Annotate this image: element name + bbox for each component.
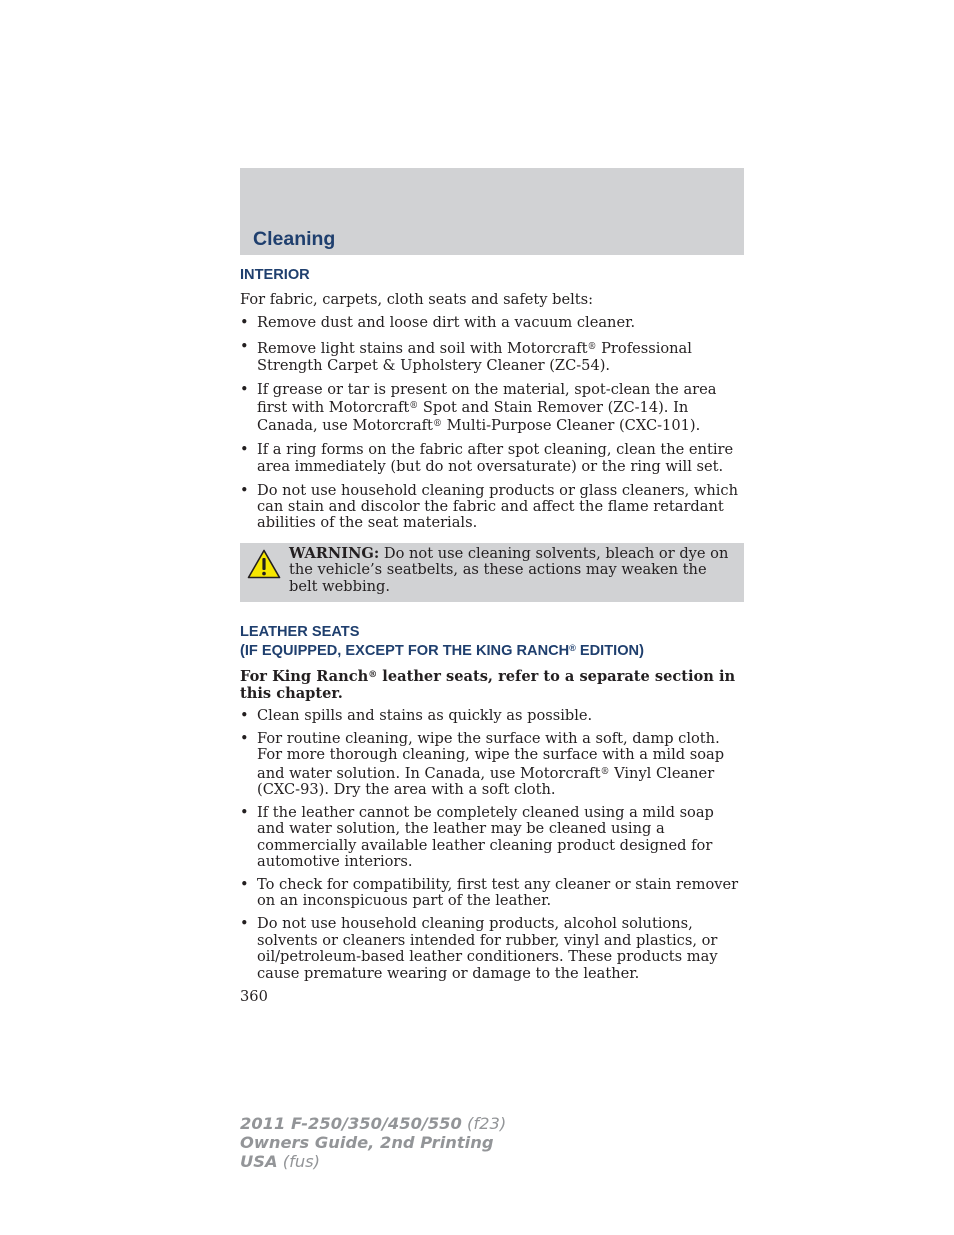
registered-mark: ® xyxy=(409,401,419,412)
list-item-text: If a ring forms on the fabric after spot cleaning, clean the entire area immediately (but do not oversaturate) or the ring will set. xyxy=(257,441,734,475)
leather-heading-line2a: (IF EQUIPPED, EXCEPT FOR THE KING RANCH xyxy=(240,643,570,660)
list-item-text: Remove dust and loose dirt with a vacuum cleaner. xyxy=(257,314,636,332)
document-footer xyxy=(240,1114,506,1171)
footer-model: 2011 F-250/350/450/550 xyxy=(240,1114,462,1133)
list-item-text: Do not use household cleaning products, alcohol solutions, solvents or cleaners intended for rubber, vinyl and plastics, or oil/petroleum-based leather conditioners. These products may cause premature wearing or damage to the leather. xyxy=(257,915,718,982)
footer-model-code: (f23) xyxy=(461,1114,507,1133)
list-item xyxy=(240,916,744,982)
list-item-text: For routine cleaning, wipe the surface with a soft, damp cloth. For more thorough cleaning, wipe the surface with a mild soap and water solution. In Canada, use Motorcraft® Vinyl Cleaner (CXC-93). Dry the area with a soft cloth. xyxy=(257,729,725,799)
interior-intro: For fabric, carpets, cloth seats and safety belts: xyxy=(240,291,594,308)
bullet-icon: • xyxy=(240,915,249,933)
list-item xyxy=(240,483,744,532)
warning-triangle-icon xyxy=(247,549,281,579)
interior-heading: INTERIOR xyxy=(240,267,310,283)
page-number: 360 xyxy=(240,987,268,1005)
footer-line-3 xyxy=(240,1152,506,1171)
bullet-icon: • xyxy=(240,481,249,499)
king-ranch-note: For King Ranch® leather seats, refer to a separate section in this chapter. xyxy=(240,668,736,702)
footer-market: USA xyxy=(240,1152,278,1171)
warning-label: WARNING: xyxy=(289,544,380,562)
leather-bullet-list xyxy=(240,708,744,982)
interior-bullet-list xyxy=(240,315,744,531)
bullet-icon: • xyxy=(240,314,249,332)
list-item xyxy=(240,339,744,374)
leather-heading-line2b: EDITION) xyxy=(575,643,644,660)
section-title: Cleaning xyxy=(253,228,336,250)
list-item xyxy=(240,731,744,799)
list-item xyxy=(240,315,744,331)
list-item xyxy=(240,442,744,475)
list-item xyxy=(240,877,744,910)
registered-mark: ® xyxy=(368,670,378,681)
list-item xyxy=(240,708,744,724)
list-item xyxy=(240,805,744,871)
list-item-text: To check for compatibility, first test any cleaner or stain remover on an inconspicuous part of the leather. xyxy=(257,876,739,910)
footer-line-1 xyxy=(240,1114,506,1133)
bullet-icon: • xyxy=(240,803,249,821)
list-item-text: Clean spills and stains as quickly as possible. xyxy=(257,706,593,724)
list-item-text: If grease or tar is present on the material, spot-clean the area first with Motorcraft® Spot and Stain Remover (ZC-14). In Canada, use Motorcraft® Multi-Purpose Cleaner (CXC-101). xyxy=(257,380,717,435)
leather-heading-line1: LEATHER SEATS xyxy=(240,624,360,641)
page-content xyxy=(240,267,744,1005)
bullet-icon: • xyxy=(240,380,249,398)
list-item-text: If the leather cannot be completely cleaned using a mild soap and water solution, the leather may be cleaned using a commercially available leather cleaning product designed for automotive interiors. xyxy=(257,803,714,871)
list-item xyxy=(240,382,744,435)
registered-mark: ® xyxy=(569,643,576,654)
bullet-icon: • xyxy=(240,706,249,724)
bullet-icon: • xyxy=(240,441,249,459)
warning-box xyxy=(240,543,744,602)
bullet-icon: • xyxy=(240,876,249,894)
list-item-text: Do not use household cleaning products or glass cleaners, which can stain and discolor the fabric and affect the flame retardant abilities of the seat materials. xyxy=(257,481,738,532)
registered-mark: ® xyxy=(600,766,610,777)
registered-mark: ® xyxy=(432,419,442,430)
section-header-band xyxy=(240,168,744,255)
leather-seats-heading xyxy=(240,624,744,659)
warning-text: Do not use cleaning solvents, bleach or dye on the vehicle’s seatbelts, as these actions may weaken the belt webbing. xyxy=(289,544,729,595)
list-item-text: Remove light stains and soil with Motorcraft® Professional Strength Carpet & Upholstery Cleaner (ZC-54). xyxy=(257,340,692,374)
footer-line-2: Owners Guide, 2nd Printing xyxy=(240,1133,494,1152)
footer-market-code: (fus) xyxy=(277,1152,320,1171)
bullet-icon: • xyxy=(240,729,249,747)
registered-mark: ® xyxy=(587,342,597,353)
bullet-icon: • xyxy=(240,338,249,356)
